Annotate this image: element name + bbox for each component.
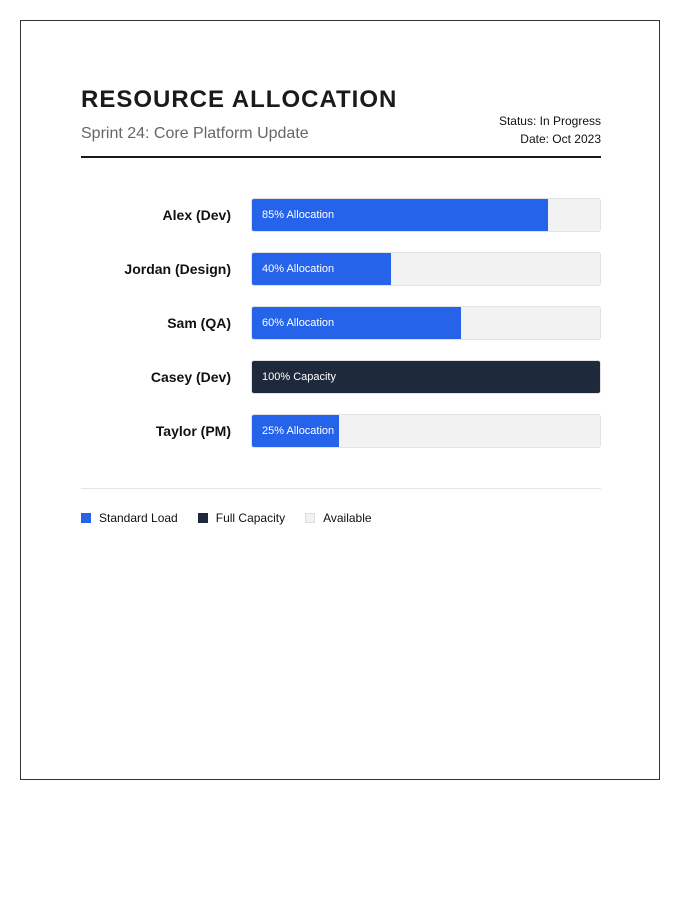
legend-item-full <box>198 511 285 525</box>
report-page <box>20 20 660 780</box>
report-meta <box>499 112 601 148</box>
category-label: Jordan (Design) <box>124 261 231 277</box>
bar-track <box>251 360 601 394</box>
allocation-row <box>81 252 601 286</box>
report-header <box>81 86 601 158</box>
legend-swatch <box>198 513 208 523</box>
bar-track <box>251 198 601 232</box>
bar-data-label: 60% Allocation <box>262 317 335 329</box>
legend-label: Full Capacity <box>215 511 286 525</box>
bar-data-label: 25% Allocation <box>262 425 335 437</box>
chart-legend <box>81 511 392 525</box>
status-text: Status: In Progress <box>498 114 601 128</box>
allocation-chart <box>81 198 601 468</box>
bar-data-label: 85% Allocation <box>262 209 335 221</box>
legend-item-standard <box>81 511 178 525</box>
legend-swatch <box>305 513 315 523</box>
category-label: Casey (Dev) <box>150 369 231 385</box>
legend-item-available <box>305 511 371 525</box>
bar-track <box>251 414 601 448</box>
bar-track <box>251 306 601 340</box>
allocation-row <box>81 360 601 394</box>
allocation-row <box>81 414 601 448</box>
allocation-row <box>81 198 601 232</box>
legend-label: Available <box>323 511 372 525</box>
legend-swatch <box>81 513 91 523</box>
page-title: RESOURCE ALLOCATION <box>81 86 398 113</box>
legend-label: Standard Load <box>99 511 178 525</box>
divider <box>81 488 601 489</box>
allocation-row <box>81 306 601 340</box>
category-label: Sam (QA) <box>167 315 231 331</box>
page-subtitle: Sprint 24: Core Platform Update <box>81 125 309 142</box>
category-label: Alex (Dev) <box>162 207 231 223</box>
bar-data-label: 100% Capacity <box>262 371 336 383</box>
date-text: Date: Oct 2023 <box>520 132 601 146</box>
bar-track <box>251 252 601 286</box>
category-label: Taylor (PM) <box>155 423 231 439</box>
bar-data-label: 40% Allocation <box>262 263 335 275</box>
